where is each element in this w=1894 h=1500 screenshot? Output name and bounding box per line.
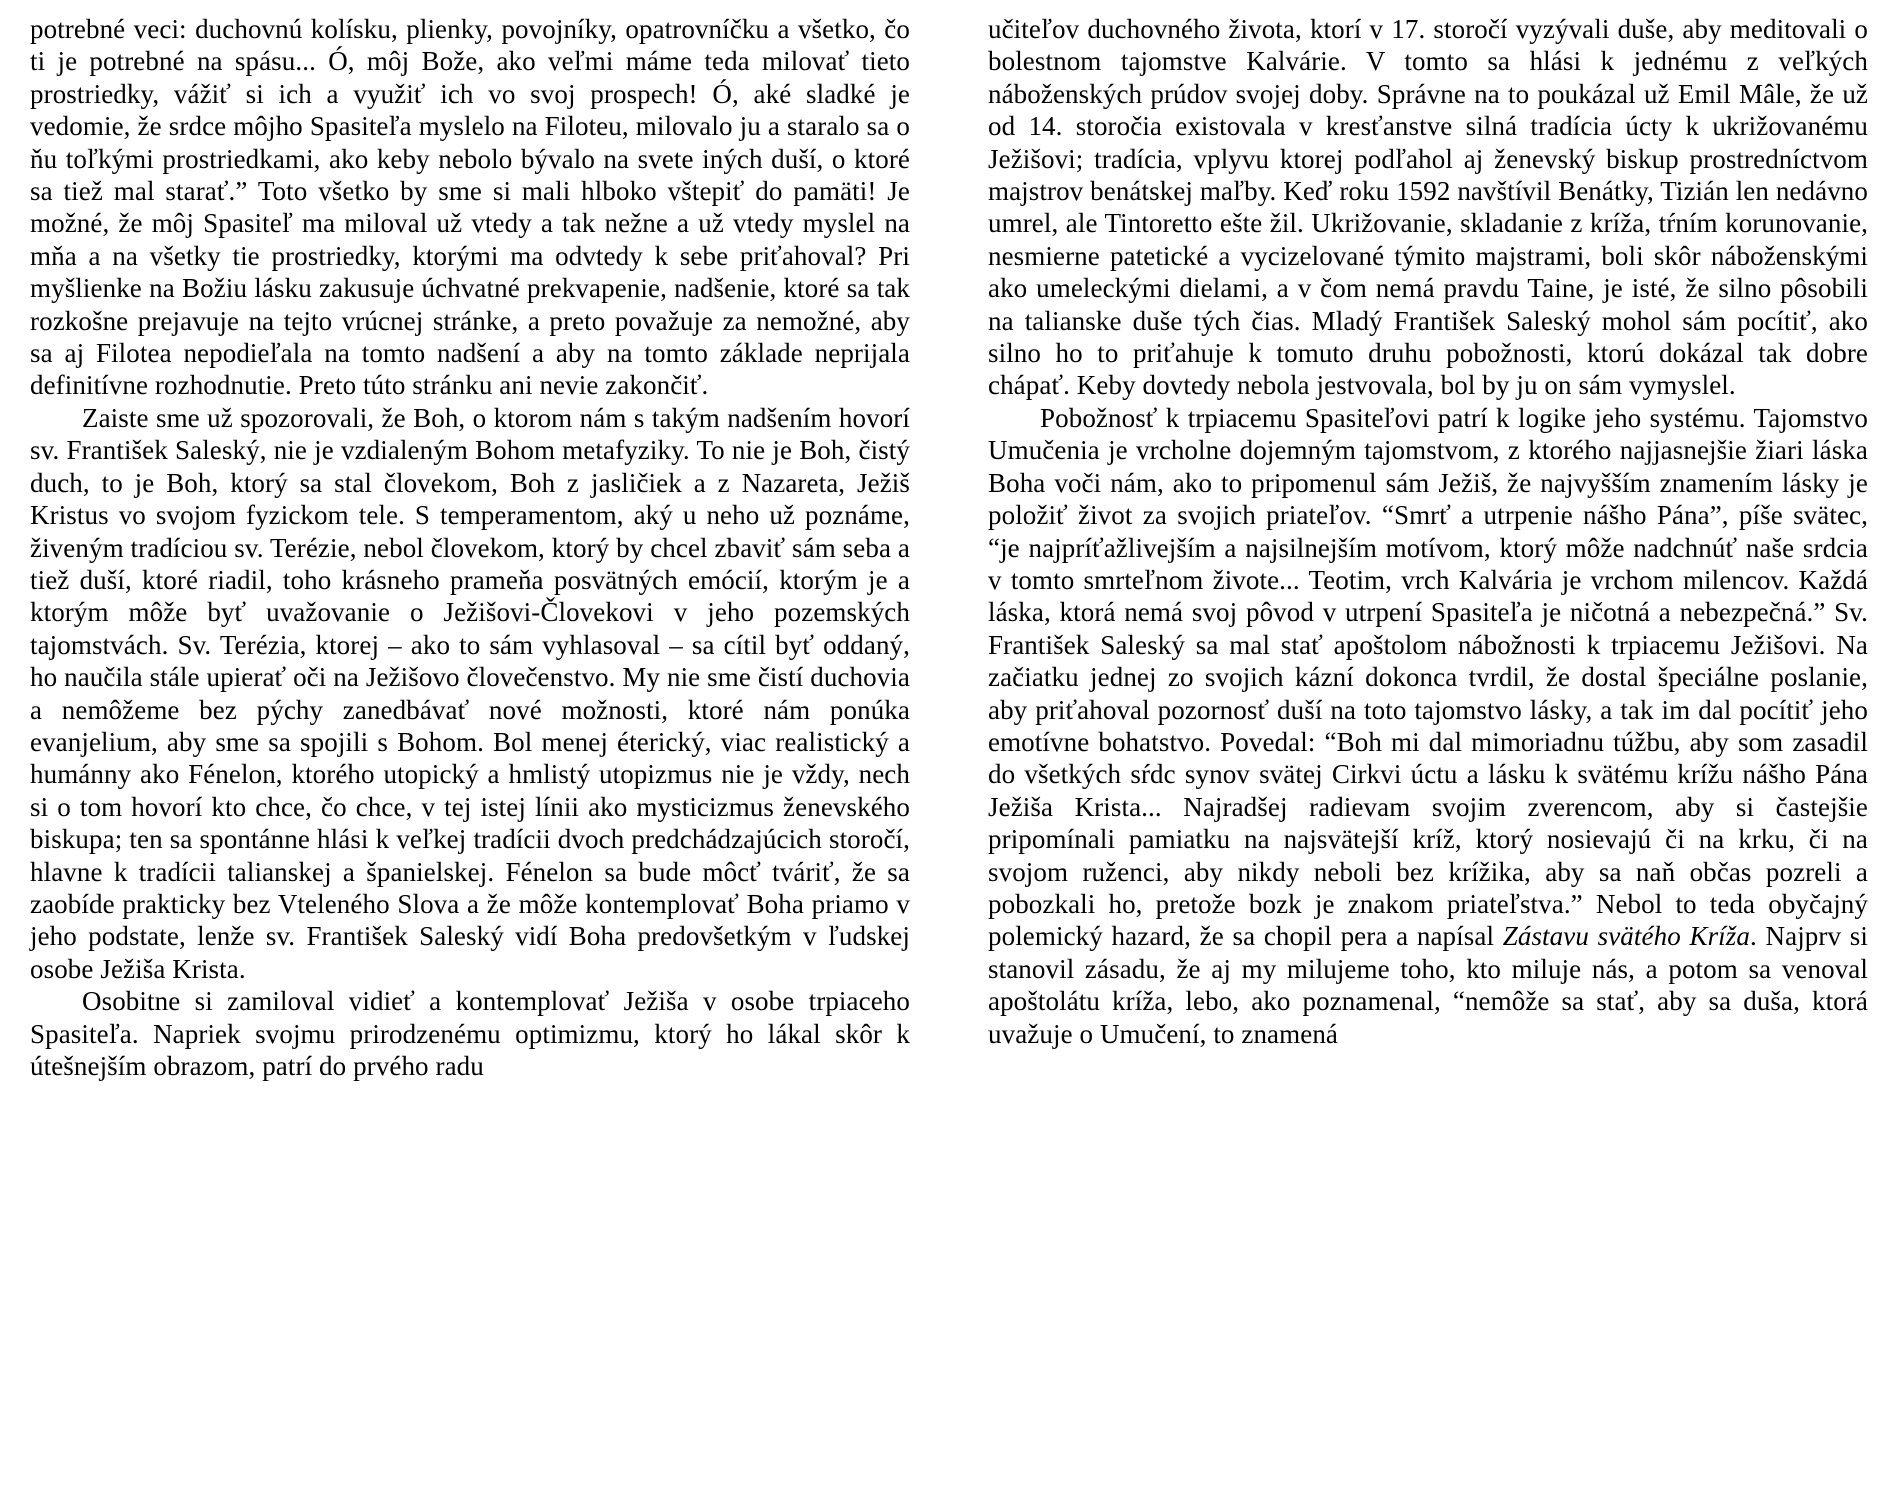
text-run: Osobitne si zamiloval vidieť a kontemplovať Ježiša v osobe trpiaceho Spasiteľa. Napriek svojmu prirodzenému optimizmu, ktorý ho lákal skôr k útešnejším obrazom, patrí do prvého radu <box>30 986 910 1081</box>
paragraph <box>30 402 910 985</box>
paragraph <box>988 402 1868 1050</box>
text-column-left <box>30 13 910 1500</box>
text-column-right <box>988 13 1868 1500</box>
text-run: . Najprv si stanovil zásadu, že aj my milujeme toho, kto miluje nás, a potom sa venoval apoštolátu kríža, lebo, ako poznamenal, “nemôže sa stať, aby sa duša, ktorá uvažuje o Umučení, to znamená <box>988 921 1868 1049</box>
paragraph <box>988 13 1868 402</box>
text-run: Zaiste sme už spozorovali, že Boh, o ktorom nám s takým nadšením hovorí sv. František Saleský, nie je vzdialeným Bohom metafyziky. To nie je Boh, čistý duch, to je Boh, ktorý sa stal človekom, Boh z jasličiek a z Nazareta, Ježiš Kristus vo svojom fyzickom tele. S temperamentom, aký u neho už poznáme, živeným tradíciou sv. Terézie, nebol človekom, ktorý by chcel zbaviť sám seba a tiež duší, ktoré riadil, toho krásneho prameňa posvätných emócií, ktorým je a ktorým môže byť uvažovanie o Ježišovi-Človekovi v jeho pozemských tajomstvách. Sv. Terézia, ktorej – ako to sám vyhlasoval – sa cítil byť oddaný, ho naučila stále upierať oči na Ježišovo človečenstvo. My nie sme čistí duchovia a nemôžeme bez pýchy zanedbávať nové možnosti, ktoré nám ponúka evanjelium, aby sme sa spojili s Bohom. Bol menej éterický, viac realistický a humánny ako Fénelon, ktorého utopický a hmlistý utopizmus nie je vždy, nech si o tom hovorí kto chce, čo chce, v tej istej línii ako mysticizmus ženevského biskupa; ten sa spontánne hlási k veľkej tradícii dvoch predchádzajúcich storočí, hlavne k tradícii talianskej a španielskej. Fénelon sa bude môcť tváriť, že sa zaobíde prakticky bez Vteleného Slova a že môže kontemplovať Boha priamo v jeho podstate, lenže sv. František Saleský vidí Boha predovšetkým v ľudskej osobe Ježiša Krista. <box>30 402 910 984</box>
text-run: učiteľov duchovného života, ktorí v 17. storočí vyzývali duše, aby meditovali o bolestnom tajomstve Kalvárie. V tomto sa hlási k jednému z veľkých náboženských prúdov svojej doby. Správne na to poukázal už Emil Mâle, že už od 14. storočia existovala v kresťanstve silná tradícia úcty k ukrižovanému Ježišovi; tradícia, vplyvu ktorej podľahol aj ženevský biskup prostredníctvom majstrov benátskej maľby. Keď roku 1592 navštívil Benátky, Tizián len nedávno umrel, ale Tintoretto ešte žil. Ukrižovanie, skladanie z kríža, tŕním korunovanie, nesmierne patetické a vycizelované týmito majstrami, boli skôr náboženskými ako umeleckými dielami, a v čom nemá pravdu Taine, je isté, že silno pôsobili na talianske duše tých čias. Mladý František Saleský mohol sám pocítiť, ako silno ho to priťahuje k tomuto druhu pobožnosti, ktorú dokázal tak dobre chápať. Keby dovtedy nebola jestvovala, bol by ju on sám vymyslel. <box>988 14 1868 401</box>
text-run: potrebné veci: duchovnú kolísku, plienky, povojníky, opatrovníčku a všetko, čo ti je potrebné na spásu... Ó, môj Bože, ako veľmi máme teda milovať tieto prostriedky, vážiť si ich a využiť ich vo svoj prospech! Ó, aké sladké je vedomie, že srdce môjho Spasiteľa myslelo na Filoteu, milovalo ju a staralo sa o ňu toľkými prostriedkami, ako keby nebolo bývalo na svete iných duší, o ktoré sa tiež mal starať.” Toto všetko by sme si mali hlboko vštepiť do pamäti! Je možné, že môj Spasiteľ ma miloval už vtedy a tak nežne a už vtedy myslel na mňa a na všetky tie prostriedky, ktorými ma odvtedy k sebe priťahoval? Pri myšlienke na Božiu lásku zakusuje úchvatné prekvapenie, nadšenie, ktoré sa tak rozkošne prejavuje na tejto vrúcnej stránke, a preto považuje za nemožné, aby sa aj Filotea nepodieľala na tomto nadšení a aby na tomto základe neprijala definitívne rozhodnutie. Preto túto stránku ani nevie zakončiť. <box>30 14 910 401</box>
text-run: Pobožnosť k trpiacemu Spasiteľovi patrí k logike jeho systému. Tajomstvo Umučenia je vrcholne dojemným tajomstvom, z ktorého najjasnejšie žiari láska Boha voči nám, ako to pripomenul sám Ježiš, že najvyšším znamením lásky je položiť život za svojich priateľov. “Smrť a utrpenie nášho Pána”, píše svätec, “je najpríťažlivejším a najsilnejším motívom, ktorý môže nadchnúť naše srdcia v tomto smrteľnom živote... Teotim, vrch Kalvária je vrchom milencov. Každá láska, ktorá nemá svoj pôvod v utrpení Spasiteľa je ničotná a nebezpečná.” Sv. František Saleský sa mal stať apoštolom nábožnosti k trpiacemu Ježišovi. Na začiatku jednej zo svojich kázní dokonca tvrdil, že dostal špeciálne poslanie, aby priťahoval pozornosť duší na toto tajomstvo lásky, a tak im dal pocítiť jeho emotívne bohatstvo. Povedal: “Boh mi dal mimoriadnu túžbu, aby som zasadil do všetkých sŕdc synov svätej Cirkvi úctu a lásku k svätému krížu nášho Pána Ježiša Krista... Najradšej radievam svojim zverencom, aby si častejšie pripomínali pamiatku na najsvätejší kríž, ktorý nosievajú či na krku, či na svojom ruženci, aby nikdy neboli bez krížika, aby sa naň občas pozreli a pobozkali ho, pretože bozk je znakom priateľstva.” Nebol to teda obyčajný polemický hazard, že sa chopil pera a napísal <box>988 402 1868 952</box>
paragraph <box>30 13 910 402</box>
paragraph <box>30 985 910 1082</box>
italic-text-run: Zástavu svätého Kríža <box>1502 921 1750 952</box>
